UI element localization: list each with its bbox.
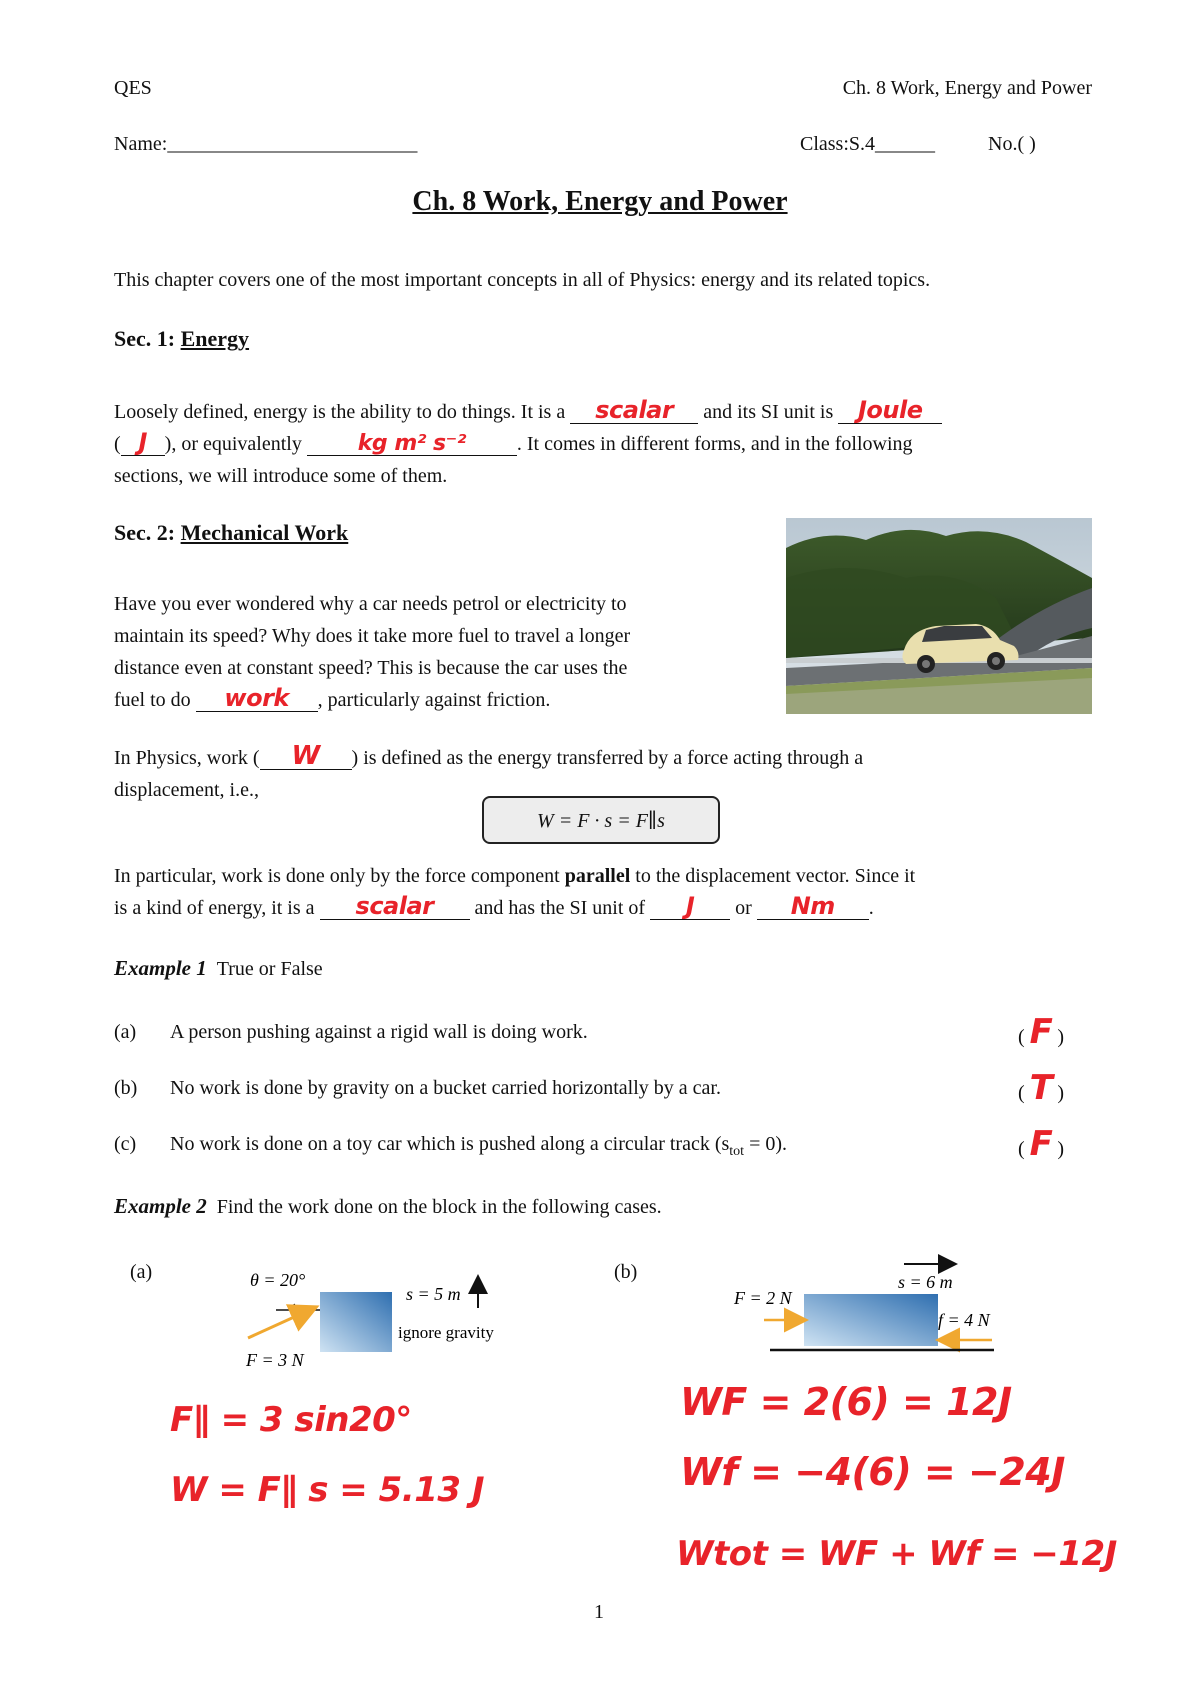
- sec1-line-1: [114, 396, 1092, 428]
- answer-work: work: [224, 684, 289, 712]
- name-blank: _________________________: [167, 133, 418, 155]
- force-arrow-a: [248, 1308, 314, 1338]
- solution-b-line-1: WF = 2(6) = 12J: [680, 1380, 1012, 1424]
- page-number: 1: [594, 1601, 604, 1623]
- sec2-line-2: maintain its speed? Why does it take more fuel to travel a longer: [114, 625, 631, 647]
- kind-text-a: is a kind of energy, it is a: [114, 897, 320, 919]
- sec2-line-1: Have you ever wondered why a car needs petrol or electricity to: [114, 593, 627, 615]
- work-formula-box: W = F · s = F∥s: [482, 796, 720, 844]
- sec1-text-e: . It comes in different forms, and in the following: [516, 433, 913, 455]
- example-1-b-answer: ( T ): [1018, 1068, 1065, 1108]
- example-1-c-answer: ( F ): [1018, 1124, 1065, 1164]
- intro-paragraph: This chapter covers one of the most important concepts in all of Physics: energy and its related topics.: [114, 269, 931, 291]
- sec2-text-b: , particularly against friction.: [317, 689, 551, 711]
- sec2-line-3: distance even at constant speed? This is because the car uses the: [114, 657, 628, 679]
- answer-b-true: T: [1029, 1068, 1053, 1108]
- kind-text-d: .: [868, 897, 874, 919]
- answer-scalar-2: scalar: [355, 892, 434, 920]
- parallel-line-2: [114, 892, 1092, 924]
- example-1-c-main: No work is done on a toy car which is pushed along a circular track (s: [170, 1133, 730, 1155]
- example-2-description: Find the work done on the block in the following cases.: [216, 1196, 662, 1218]
- example-2-b-tag: (b): [614, 1261, 638, 1283]
- page-title: Ch. 8 Work, Energy and Power: [412, 186, 788, 217]
- example-1-c-tag: (c): [114, 1133, 137, 1155]
- example-2-label: Example 2: [114, 1194, 207, 1218]
- example-1-description: True or False: [216, 958, 323, 980]
- parallel-text-b: to the displacement vector. Since it: [630, 865, 916, 887]
- parallel-bold: parallel: [564, 865, 631, 887]
- car-photo: [786, 518, 1092, 714]
- example-1-heading: [114, 952, 323, 985]
- answer-Nm: Nm: [790, 892, 835, 920]
- section-2-heading: [114, 520, 348, 546]
- parallel-text-a: In particular, work is done only by the force component: [114, 865, 565, 887]
- solution-b-line-2: Wf = −4(6) = −24J: [680, 1450, 1065, 1494]
- chapter-reference: Ch. 8 Work, Energy and Power: [842, 77, 1092, 99]
- definition-line-2: displacement, i.e.,: [114, 779, 259, 801]
- sec1-text-c: (: [114, 433, 121, 455]
- number-field: No.( ): [988, 133, 1036, 155]
- section-1-prefix: Sec. 1:: [114, 326, 181, 351]
- solution-a-line-1: F∥ = 3 sin20°: [170, 1400, 412, 1440]
- class-field: Class:S.4______: [800, 133, 936, 155]
- example-1-c-text: [170, 1128, 787, 1168]
- sec1-text-a: Loosely defined, energy is the ability to do things. It is a: [114, 401, 571, 423]
- example-2-heading: [114, 1190, 662, 1223]
- answer-scalar: scalar: [595, 396, 674, 424]
- answer-a-false: F: [1029, 1012, 1053, 1052]
- example-1-a-tag: (a): [114, 1021, 137, 1043]
- section-2-title: Mechanical Work: [180, 520, 349, 545]
- answer-joule: Joule: [857, 396, 923, 424]
- answer-J-2: J: [685, 892, 695, 920]
- sec2-line-4: [114, 684, 768, 716]
- diagram-b: [730, 1254, 1020, 1364]
- section-1-heading: [114, 326, 249, 352]
- definition-line-1: [114, 742, 1092, 774]
- name-label: Name:: [114, 133, 168, 155]
- diagram-a: [240, 1264, 520, 1374]
- kind-text-c: or: [730, 897, 757, 919]
- car-photo-illustration: [786, 518, 1092, 714]
- kind-text-b: and has the SI unit of: [469, 897, 651, 919]
- angle-arc: [294, 1304, 298, 1312]
- friction-label: f = 4 N: [938, 1310, 990, 1330]
- force-label-a: F = 3 N: [246, 1350, 304, 1370]
- example-2-a-tag: (a): [130, 1261, 153, 1283]
- block-b: [804, 1294, 938, 1346]
- answer-W: W: [291, 741, 320, 771]
- parallel-line-1: [114, 860, 1092, 892]
- theta-label: θ = 20°: [250, 1270, 306, 1290]
- sec1-line-2: [114, 428, 1092, 460]
- displacement-label-a: s = 5 m: [406, 1284, 461, 1304]
- answer-J: J: [138, 428, 147, 456]
- section-1-title: Energy: [180, 326, 250, 351]
- section-2-prefix: Sec. 2:: [114, 520, 181, 545]
- force-label-b: F = 2 N: [734, 1288, 792, 1308]
- sec1-line-3: sections, we will introduce some of them.: [114, 465, 448, 487]
- answer-c-false: F: [1029, 1124, 1053, 1164]
- sec1-text-b: and its SI unit is: [698, 401, 839, 423]
- solution-b-line-3: Wtot = WF + Wf = −12J: [676, 1534, 1117, 1574]
- example-1-a-text: A person pushing against a rigid wall is doing work.: [170, 1021, 588, 1043]
- sec2-text-a: fuel to do: [114, 689, 196, 711]
- sec1-text-d: ), or equivalently: [164, 433, 307, 455]
- school-name: QES: [114, 77, 152, 99]
- name-line: [114, 128, 417, 160]
- block-a: [320, 1292, 392, 1352]
- definition-text-b: ) is defined as the energy transferred by a force acting through a: [351, 747, 864, 769]
- answer-si-base-units: kg m² s⁻²: [357, 431, 466, 456]
- example-1-b-tag: (b): [114, 1077, 138, 1099]
- solution-a-line-2: W = F∥ s = 5.13 J: [170, 1470, 485, 1510]
- example-1-label: Example 1: [114, 956, 207, 980]
- displacement-label-b: s = 6 m: [898, 1272, 953, 1292]
- example-1-a-answer: ( F ): [1018, 1012, 1065, 1052]
- ignore-gravity-note: ignore gravity: [398, 1323, 494, 1342]
- example-1-c-sub: tot: [729, 1144, 745, 1159]
- example-1-b-text: No work is done by gravity on a bucket carried horizontally by a car.: [170, 1077, 721, 1099]
- example-1-c-tail: = 0).: [744, 1133, 788, 1155]
- definition-text-a: In Physics, work (: [114, 747, 260, 769]
